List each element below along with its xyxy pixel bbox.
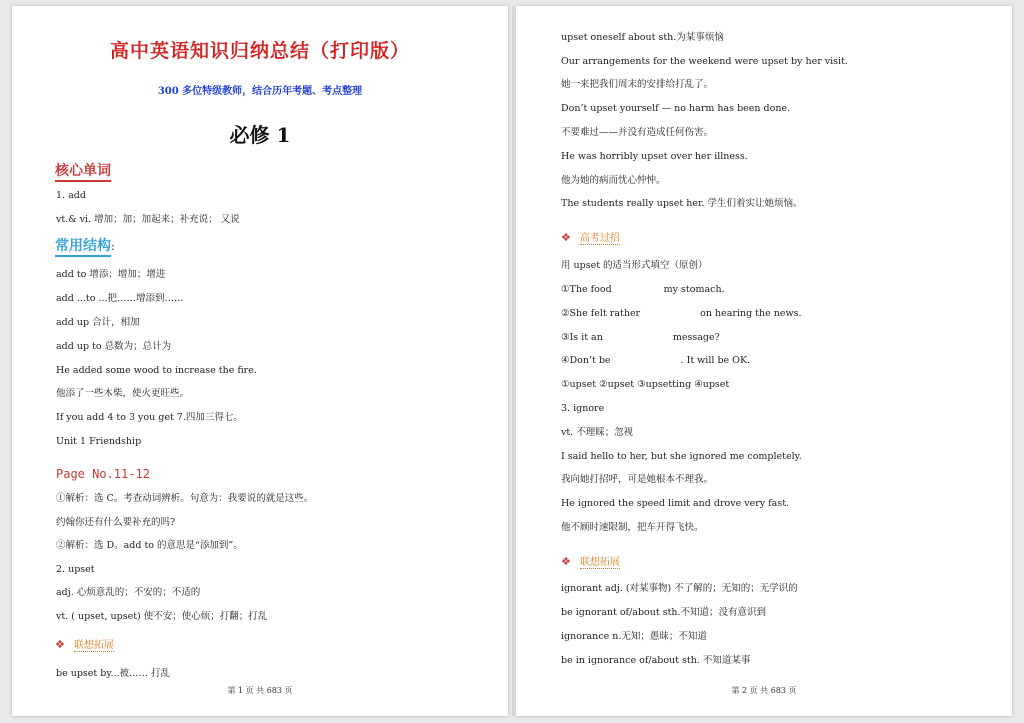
page-footer: 第 1 页 共 683 页: [227, 686, 293, 695]
text-line: He added some wood to increase the fire.: [56, 365, 257, 376]
section-tag-exam: [561, 232, 620, 245]
text-line: ignorance n.无知；愚昧；不知道: [561, 631, 707, 642]
exercise-item: [561, 284, 725, 296]
exercise-text: . It will be OK.: [680, 355, 751, 366]
section-tag-label: 联想拓展: [73, 640, 114, 651]
heading-colon: :: [111, 240, 115, 253]
exercise-text: ③Is it an: [561, 332, 603, 343]
text-line: ②解析：选 D。add to 的意思是“添加到”。: [56, 540, 243, 551]
text-line: He was horribly upset over her illness.: [561, 151, 748, 162]
document-page-1: [12, 6, 508, 716]
text-line: vt.& vi. 增加；加；加起来；补充说； 又说: [56, 214, 240, 225]
page-divider: [512, 6, 514, 716]
text-line: I said hello to her, but she ignored me completely.: [561, 451, 802, 462]
diamond-icon: ❖: [55, 638, 65, 651]
exercise-text: on hearing the news.: [700, 308, 802, 319]
section-tag-extension: [561, 556, 620, 569]
text-line: add ...to ...把……增添到……: [56, 293, 184, 304]
text-line: 2. upset: [56, 564, 95, 575]
text-line: 他为她的病而忧心忡忡。: [561, 175, 666, 186]
text-line: be upset by...被…… 打乱: [56, 668, 171, 679]
page-number-reference: Page No.11-12: [56, 467, 150, 481]
text-line: vt. 不理睬；忽视: [561, 427, 634, 438]
common-structures-label: 常用结构: [55, 238, 111, 257]
page-footer: 第 2 页 共 683 页: [731, 686, 797, 695]
exercise-text: ①The food: [561, 284, 612, 295]
text-line: vt. ( upset, upset) 使不安；使心烦；打翻；打乱: [56, 611, 268, 622]
text-line: ①解析：选 C。考查动词辨析。句意为：我要说的就是这些。: [56, 493, 314, 504]
section-tag-extension: [55, 639, 114, 652]
text-line: The students really upset her. 学生们着实让她烦恼。: [561, 198, 803, 209]
exercise-text: message?: [672, 332, 720, 343]
text-line: If you add 4 to 3 you get 7.四加三得七。: [56, 412, 243, 423]
text-line: adj. 心烦意乱的；不安的；不适的: [56, 587, 201, 598]
text-line: 不要难过——并没有造成任何伤害。: [561, 127, 714, 138]
text-line: 3. ignore: [561, 403, 605, 414]
exercise-text: my stomach.: [663, 284, 725, 295]
document-page-2: [516, 6, 1012, 716]
exercise-item: [561, 332, 720, 344]
exercise-text: ②She felt rather: [561, 308, 641, 319]
document-title: 高中英语知识归纳总结（打印版）: [109, 40, 410, 62]
section-tag-label: 联想拓展: [579, 557, 620, 568]
text-line: upset oneself about sth.为某事烦恼: [561, 32, 724, 43]
text-line: 她一来把我们周末的安排给打乱了。: [561, 79, 714, 90]
core-words-heading: 核心单词: [55, 163, 111, 182]
text-line: 他添了一些木柴，使火更旺些。: [56, 388, 190, 399]
exercise-item: [561, 308, 802, 320]
exercise-item: [561, 355, 750, 367]
exercise-instruction: 用 upset 的适当形式填空（原创）: [561, 260, 708, 271]
text-line: 我向她打招呼，可是她根本不理我。: [561, 474, 714, 485]
text-line: add up to 总数为；总计为: [56, 341, 172, 352]
exercise-text: ④Don’t be: [561, 355, 611, 366]
text-line: Unit 1 Friendship: [56, 436, 142, 447]
text-line: He ignored the speed limit and drove very fast.: [561, 498, 790, 509]
text-line: Don’t upset yourself — no harm has been done.: [561, 103, 791, 114]
text-line: add up 合计，相加: [56, 317, 140, 328]
text-line: ignorant adj. (对某事物) 不了解的；无知的；无学识的: [561, 583, 798, 594]
diamond-icon: ❖: [561, 231, 571, 244]
document-subtitle: 300 多位特级教师，结合历年考题、考点整理: [157, 86, 363, 97]
text-line: 1. add: [56, 190, 86, 201]
section-tag-label: 高考过招: [579, 233, 620, 244]
answer-line: ①upset ②upset ③upsetting ④upset: [561, 379, 730, 390]
text-line: add to 增添；增加；增进: [56, 269, 166, 280]
text-line: be in ignorance of/about sth. 不知道某事: [561, 655, 751, 666]
text-line: 他不顾时速限制，把车开得飞快。: [561, 522, 704, 533]
text-line: be ignorant of/about sth.不知道；没有意识到: [561, 607, 767, 618]
common-structures-heading: [55, 238, 115, 255]
text-line: 约翰你还有什么要补充的吗?: [56, 517, 176, 528]
diamond-icon: ❖: [561, 555, 571, 568]
text-line: Our arrangements for the weekend were upset by her visit.: [561, 56, 848, 67]
chapter-heading: 必修 1: [229, 123, 291, 147]
